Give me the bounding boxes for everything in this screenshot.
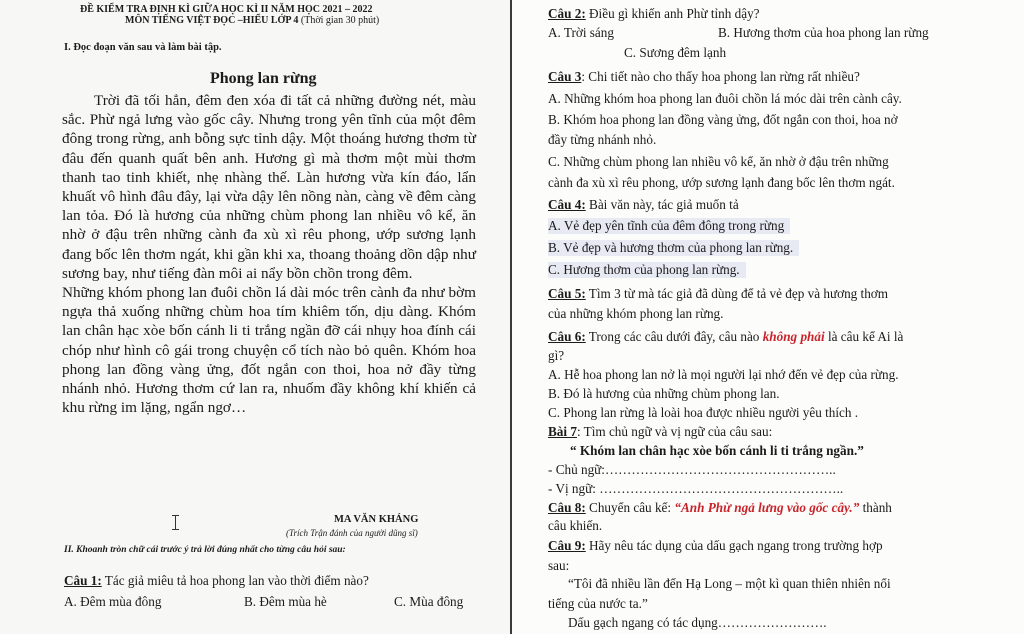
question-4-option-a[interactable]: A. Vẻ đẹp yên tĩnh của đêm đông trong rừng xyxy=(548,218,790,234)
question-2-option-a[interactable]: A. Trời sáng xyxy=(548,25,614,40)
question-3-option-b-cont: đầy từng nhánh nhỏ. xyxy=(548,132,657,147)
question-6-text-end: là câu kể Ai là xyxy=(827,329,904,344)
question-8-text-end: thành xyxy=(862,500,892,515)
question-1-option-c[interactable]: C. Mùa đông xyxy=(394,594,464,609)
question-9 xyxy=(548,538,883,554)
question-4-text: Bài văn này, tác giả muốn tả xyxy=(589,197,739,212)
question-9-text-cont: sau: xyxy=(548,558,570,573)
predicate-answer-line[interactable]: - Vị ngữ: ……………………………………………….. xyxy=(548,481,844,496)
question-7 xyxy=(548,424,772,440)
question-1-option-a[interactable]: A. Đêm mùa đông xyxy=(64,594,162,609)
question-1 xyxy=(64,573,369,589)
question-3 xyxy=(548,69,860,85)
question-9-text: Hãy nêu tác dụng của dấu gạch ngang trong trường hợp xyxy=(589,538,883,553)
story-body xyxy=(62,91,476,417)
exam-header-line1: ĐỀ KIỂM TRA ĐỊNH KÌ GIỮA HỌC KÌ II NĂM HỌC 2021 – 2022 xyxy=(80,4,373,15)
question-8-text: Chuyển câu kể: xyxy=(589,500,672,515)
question-7-text: : Tìm chủ ngữ và vị ngữ của câu sau: xyxy=(576,424,773,439)
question-6-text-cont: gì? xyxy=(548,348,565,363)
question-3-option-c-cont: cành đa xù xì rêu phong, ướp sương lạnh đang bốc lên thơm ngát. xyxy=(548,175,895,190)
question-8 xyxy=(548,500,892,516)
question-2-label: Câu 2: xyxy=(548,6,586,21)
question-5-text: Tìm 3 từ mà tác giả đã dùng để tả vẻ đẹp và hương thơm xyxy=(588,286,889,301)
question-4 xyxy=(548,197,739,213)
question-6-text: Trong các câu dưới đây, câu nào xyxy=(588,329,760,344)
question-3-option-b[interactable]: B. Khóm hoa phong lan đồng vàng ửng, đốt ngắn con thoi, hoa nở xyxy=(548,112,898,127)
question-9-label: Câu 9: xyxy=(548,538,586,553)
question-6-option-c[interactable]: C. Phong lan rừng là loài hoa được nhiều người yêu thích . xyxy=(548,405,859,420)
right-page xyxy=(512,0,1024,634)
question-8-text-cont: câu khiến. xyxy=(548,518,603,533)
question-6-emphasis: không phải xyxy=(762,329,825,344)
question-2-text: Điều gì khiến anh Phừ tỉnh dậy? xyxy=(589,6,760,21)
question-8-emphasis: “Anh Phừ ngả lưng vào gốc cây.” xyxy=(674,500,860,515)
question-6 xyxy=(548,329,903,345)
question-4-option-c[interactable]: C. Hương thơm của phong lan rừng. xyxy=(548,262,746,278)
text-cursor xyxy=(175,515,176,530)
question-2 xyxy=(548,6,760,22)
exam-duration: (Thời gian 30 phút) xyxy=(300,15,380,26)
question-9-quote-cont: tiếng của nước ta.” xyxy=(548,596,648,611)
question-5-label: Câu 5: xyxy=(548,286,586,301)
question-2-option-b[interactable]: B. Hương thơm của hoa phong lan rừng xyxy=(718,25,929,40)
question-4-label: Câu 4: xyxy=(548,197,586,212)
story-paragraph-1: Trời đã tối hẳn, đêm đen xóa đi tất cả những đường nét, màu sắc. Phừ ngả lưng vào gốc cây. Nhưng trong yên tĩnh của một đêm đông trong rừng, anh bỗng sực tỉnh dậy. Một thoáng hương thơm từ đâu đến quanh quất bên anh. Hương gì mà thơm một mùi thơm thanh tao tinh khiết, nhẹ nhàng thế. Làn hương vừa kín đáo, lẩn khuất vô hình đâu đây, lại vừa dậy lên nồng nàn, càng về đêm càng lan tỏa. Đó là hương của những chùm phong lan nhiều vô kể, ăn nhờ ở đậu trên những cành đa xù xì rêu phong, ướp sương lạnh đang bốc lên thơm ngát, khi gần khi xa, thoang thoảng dồn dập như sương bay, như tiếng đàn môi ai nẩy bồn chồn trong đêm. xyxy=(62,92,476,282)
question-3-option-c[interactable]: C. Những chùm phong lan nhiều vô kể, ăn nhờ ở đậu trên những xyxy=(548,154,889,169)
question-8-label: Câu 8: xyxy=(548,500,586,515)
subject-answer-line[interactable]: - Chủ ngữ:…………………………………………….. xyxy=(548,462,836,477)
question-6-label: Câu 6: xyxy=(548,329,586,344)
question-9-quote: “Tôi đã nhiều lần đến Hạ Long – một kì quan thiên nhiên nổi xyxy=(568,576,891,591)
question-1-label: Câu 1: xyxy=(64,573,102,588)
question-3-text: : Chi tiết nào cho thấy hoa phong lan rừng rất nhiều? xyxy=(581,69,860,84)
question-2-option-c[interactable]: C. Sương đêm lạnh xyxy=(624,45,727,60)
question-4-option-b[interactable]: B. Vẻ đẹp và hương thơm của phong lan rừng. xyxy=(548,240,799,256)
question-3-label: Câu 3 xyxy=(548,69,582,84)
question-5 xyxy=(548,286,888,302)
question-1-option-b[interactable]: B. Đêm mùa hè xyxy=(244,594,327,609)
question-9-answer-line[interactable]: Dấu gạch ngang có tác dụng……………………. xyxy=(568,615,827,630)
question-1-text: Tác giả miêu tả hoa phong lan vào thời điểm nào? xyxy=(104,573,369,588)
question-3-option-a[interactable]: A. Những khóm hoa phong lan đuôi chồn lá móc dài trên cành cây. xyxy=(548,91,902,106)
story-title: Phong lan rừng xyxy=(210,70,317,87)
question-6-option-b[interactable]: B. Đó là hương của những chùm phong lan. xyxy=(548,386,780,401)
story-source: (Trích Trận đánh của người dũng sĩ) xyxy=(286,528,418,538)
question-6-option-a[interactable]: A. Hễ hoa phong lan nở là mọi người lại nhớ đến vẻ đẹp của rừng. xyxy=(548,367,899,382)
section-questions-heading: II. Khoanh tròn chữ cái trước ý trả lời đúng nhất cho từng câu hỏi sau: xyxy=(64,545,346,555)
question-7-sentence: “ Khóm lan chân hạc xòe bốn cánh li ti trắng ngần.” xyxy=(570,443,864,458)
story-paragraph-2: Những khóm phong lan đuôi chồn lá dài móc trên cành đa như bờm ngựa thả xuống những chùm hoa tím khiêm tốn, dịu dàng. Khóm lan chân hạc xòe bốn cánh li ti trắng ngần đỡ cái nhụy hoa đính cái chóp như hình cô gái trong chuyện cổ tích nào bỏ quên. Khóm hoa phong lan đồng vàng ửng, đốt ngắn con thoi, hoa nở đầy từng nhánh nhỏ. Hương thơm cứ lan ra, nhuốm đầy không khí khiến cả khu rừng im lặng, ngẩn ngơ… xyxy=(62,284,476,417)
exam-header-line2 xyxy=(125,15,379,26)
subject-title: MÔN TIẾNG VIỆT ĐỌC –HIỂU LỚP 4 xyxy=(125,15,299,26)
question-7-label: Bài 7 xyxy=(548,424,577,439)
question-5-text-cont: của những khóm phong lan rừng. xyxy=(548,306,724,321)
story-author: MA VĂN KHÁNG xyxy=(334,514,419,525)
section-reading-heading: I. Đọc đoạn văn sau và làm bài tập. xyxy=(64,42,222,53)
